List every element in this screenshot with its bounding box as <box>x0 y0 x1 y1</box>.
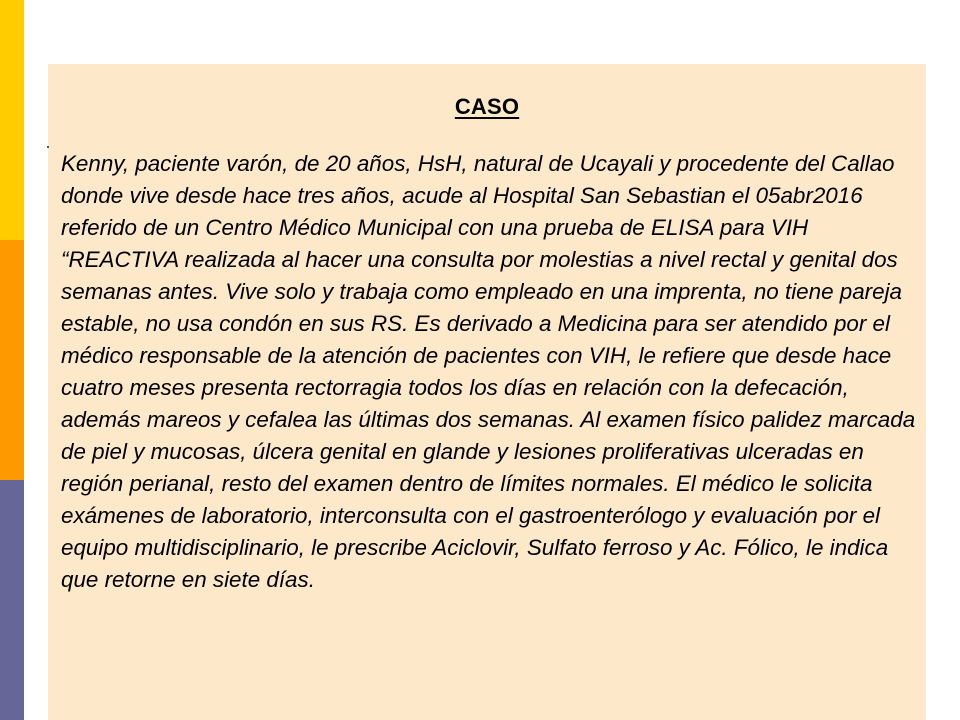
side-bar-orange-segment <box>0 240 24 480</box>
bullet-marker <box>47 146 49 148</box>
side-bar-yellow-segment <box>0 0 24 240</box>
side-bar-purple-segment <box>0 480 24 720</box>
case-title: CASO <box>454 94 520 119</box>
case-description: Kenny, paciente varón, de 20 años, HsH, natural de Ucayali y procedente del Callao donde vive desde hace tres años, acude al Hospital San Sebastian el 05abr2016 referido de un Centro Médico Municipal con una prueba de ELISA para VIH “REACTIVA realizada al hacer una consulta por molestias a nivel rectal y genital dos semanas antes. Vive solo y trabaja como empleado en una imprenta, no tiene pareja estable, no usa condón en sus RS. Es derivado a Medicina para ser atendido por el médico responsable de la atención de pacientes con VIH, le refiere que desde hace cuatro meses presenta rectorragia todos los días en relación con la defecación, además mareos y cefalea las últimas dos semanas. Al examen físico palidez marcada de piel y mucosas, úlcera genital en glande y lesiones proliferativas ulceradas en región perianal, resto del examen dentro de límites normales. El médico le solicita exámenes de laboratorio, interconsulta con el gastroenterólogo y evaluación por el equipo multidisciplinario, le prescribe Aciclovir, Sulfato ferroso y Ac. Fólico, le indica que retorne en siete días. <box>61 151 916 592</box>
